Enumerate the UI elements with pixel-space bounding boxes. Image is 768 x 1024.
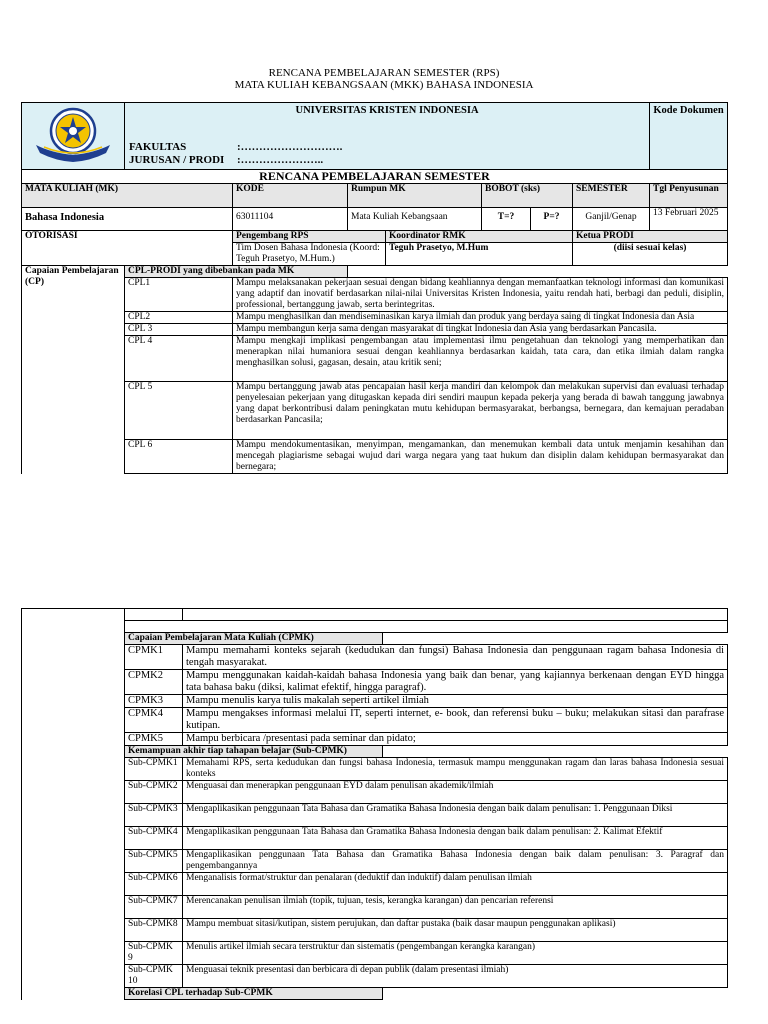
document-subtitle: MATA KULIAH KEBANGSAAN (MKK) BAHASA INDONESIA bbox=[234, 79, 534, 91]
subcpmk-code: Sub-CPMK1 bbox=[125, 758, 183, 781]
cpl-text: Mampu melaksanakan pekerjaan sesuai dengan bidang keahliannya dengan memanfaatkan teknologi informasi dan komunikasi yang adaptif dan inovatif berdasarkan nilai-nilai Universitas Kristen Indonesia, yaitu rendah hati, berbagi dan peduli, disiplin, professional, bertanggung jawab, serta berintegritas. bbox=[233, 278, 728, 312]
cpmk-table bbox=[21, 608, 728, 1000]
subcpmk-text: Menguasai teknik presentasi dan berbicara di depan publik (dalam presentasi ilmiah) bbox=[183, 965, 728, 988]
cpl-code: CPL 4 bbox=[125, 336, 233, 382]
subcpmk-text: Menguasai dan menerapkan penggunaan EYD dalam penulisan akademik/ilmiah bbox=[183, 781, 728, 804]
fakultas-value: :………………………. bbox=[237, 141, 343, 153]
subcpmk-text: Menganalisis format/struktur dan penalaran (deduktif dan induktif) dalam penulisan ilmiah bbox=[183, 873, 728, 896]
university-logo-icon bbox=[32, 103, 114, 165]
cpl-code: CPL 3 bbox=[125, 324, 233, 336]
rps-title: RENCANA PEMBELAJARAN SEMESTER bbox=[22, 170, 728, 184]
ketua-value: (diisi sesuai kelas) bbox=[573, 243, 728, 266]
cpmk-code: CPMK1 bbox=[125, 645, 183, 670]
subcpmk-text: Mengaplikasikan penggunaan Tata Bahasa dan Gramatika Bahasa Indonesia dengan baik dalam penulisan: 2. Kalimat Efektif bbox=[183, 827, 728, 850]
subcpmk-text: Mengaplikasikan penggunaan Tata Bahasa dan Gramatika Bahasa Indonesia dengan baik dalam penulisan: 3. Paragraf dan pengembangannya bbox=[183, 850, 728, 873]
subcpmk-code: Sub-CPMK3 bbox=[125, 804, 183, 827]
cpmk-text: Mampu menulis karya tulis makalah seperti artikel ilmiah bbox=[183, 695, 728, 708]
subcpmk-code: Sub-CPMK5 bbox=[125, 850, 183, 873]
cpl-text: Mampu bertanggung jawab atas pencapaian hasil kerja mandiri dan kelompok dan melakukan supervisi dan evaluasi terhadap penyelesaian pekerjaan yang ditugaskan kepada diri sendiri maupun kepada pekerja yang berada di bawah tanggung jawabnya yang dapat berkontribusi dalam peningkatan mutu kehidupan bermasyarakat, berbangsa, bernegara, dan kemajuan peradaban berdasarkan Pancasila; bbox=[233, 382, 728, 440]
koordinator-label: Koordinator RMK bbox=[386, 231, 573, 243]
ketua-label: Ketua PRODI bbox=[573, 231, 728, 243]
course-date: 13 Februari 2025 bbox=[650, 208, 728, 231]
rps-header-table bbox=[21, 102, 728, 474]
cpl-code: CPL2 bbox=[125, 312, 233, 324]
subcpmk-code: Sub-CPMK4 bbox=[125, 827, 183, 850]
course-code: 63011104 bbox=[233, 208, 348, 231]
course-semester: Ganjil/Genap bbox=[573, 208, 650, 231]
cpl-code: CPL 6 bbox=[125, 440, 233, 474]
cpmk-code: CPMK3 bbox=[125, 695, 183, 708]
subcpmk-text: Memahami RPS, serta kedudukan dan fungsi bahasa Indonesia, termasuk mampu menggunakan ragam dan laras bahasa Indonesia sesuai konteks bbox=[183, 758, 728, 781]
subcpmk-text: Mampu membuat sitasi/kutipan, sistem perujukan, dan daftar pustaka (baik dasar maupun penggunakan aplikasi) bbox=[183, 919, 728, 942]
subcpmk-code: Sub-CPMK 9 bbox=[125, 942, 183, 965]
subcpmk-code: Sub-CPMK7 bbox=[125, 896, 183, 919]
cpmk-code: CPMK4 bbox=[125, 708, 183, 733]
course-rumpun: Mata Kuliah Kebangsaan bbox=[348, 208, 482, 231]
fakultas-label: FAKULTAS bbox=[129, 141, 187, 153]
logo-cell bbox=[22, 103, 125, 170]
cpl-header: CPL-PRODI yang dibebankan pada MK bbox=[125, 266, 348, 278]
koordinator-value: Teguh Prasetyo, M.Hum bbox=[386, 243, 573, 266]
header-bobot: BOBOT (sks) bbox=[482, 184, 573, 208]
cpmk-text: Mampu memahami konteks sejarah (kedudukan dan fungsi) Bahasa Indonesia dan penggunaan ragam bahasa Indonesia di tengah masyarakat. bbox=[183, 645, 728, 670]
capaian-label: Capaian Pembelajaran (CP) bbox=[22, 266, 125, 474]
cpmk-text: Mampu berbicara /presentasi pada seminar dan pidato; bbox=[183, 733, 728, 746]
otorisasi-label: OTORISASI bbox=[22, 231, 233, 266]
cpl-text: Mampu menghasilkan dan mendiseminasikan karya ilmiah dan produk yang berdaya saing di tingkat Indonesia dan Asia bbox=[233, 312, 728, 324]
subcpmk-code: Sub-CPMK6 bbox=[125, 873, 183, 896]
subcpmk-text: Mengaplikasikan penggunaan Tata Bahasa dan Gramatika Bahasa Indonesia dengan baik dalam penulisan: 1. Penggunaan Diksi bbox=[183, 804, 728, 827]
kode-dokumen: Kode Dokumen bbox=[650, 103, 728, 170]
subcpmk-text: Merencanakan penulisan ilmiah (topik, tujuan, tesis, kerangka karangan) dan pencarian referensi bbox=[183, 896, 728, 919]
header-rumpun: Rumpun MK bbox=[348, 184, 482, 208]
institution-cell bbox=[125, 103, 650, 170]
cpmk-code: CPMK5 bbox=[125, 733, 183, 746]
cpl-text: Mampu membangun kerja sama dengan masyarakat di tingkat Indonesia dan Asia yang berdasarkan Pancasila. bbox=[233, 324, 728, 336]
university-name: UNIVERSITAS KRISTEN INDONESIA bbox=[295, 105, 479, 116]
header-tgl: Tgl Penyusunan bbox=[650, 184, 728, 208]
cpl-text: Mampu mengkaji implikasi pengembangan atau implementasi ilmu pengetahuan dan teknologi yang memperhatikan dan menerapkan nilai humaniora sesuai dengan keahliannya berdasarkan kaidah, tata cara, dan etika ilmiah dalam rangka menghasilkan solusi, gagasan, desain, atau kritik seni; bbox=[233, 336, 728, 382]
cpl-code: CPL 5 bbox=[125, 382, 233, 440]
subcpmk-code: Sub-CPMK8 bbox=[125, 919, 183, 942]
korelasi-header: Korelasi CPL terhadap Sub-CPMK bbox=[125, 988, 383, 1000]
jurusan-value: :………………….. bbox=[237, 154, 324, 166]
subcpmk-code: Sub-CPMK 10 bbox=[125, 965, 183, 988]
cpmk-header: Capaian Pembelajaran Mata Kuliah (CPMK) bbox=[125, 633, 383, 645]
header-mk: MATA KULIAH (MK) bbox=[22, 184, 233, 208]
cpl-text: Mampu mendokumentasikan, menyimpan, mengamankan, dan menemukan kembali data untuk menjamin kesahihan dan mencegah plagiarisme sebagai wujud dari warga negara yang taat hukum dan disiplin dalam kehidupan bermasyarakat dan bernegara; bbox=[233, 440, 728, 474]
pengembang-value: Tim Dosen Bahasa Indonesia (Koord: Teguh Prasetyo, M.Hum.) bbox=[233, 243, 386, 266]
cpmk-text: Mampu menggunakan kaidah-kaidah bahasa Indonesia yang baik dan benar, yang kajiannya berkenaan dengan EYD hingga tata bahasa baku (diksi, kalimat efektif, hingga paragraf). bbox=[183, 670, 728, 695]
header-kode: KODE bbox=[233, 184, 348, 208]
subcpmk-header: Kemampuan akhir tiap tahapan belajar (Sub-CPMK) bbox=[125, 746, 383, 758]
header-semester: SEMESTER bbox=[573, 184, 650, 208]
subcpmk-code: Sub-CPMK2 bbox=[125, 781, 183, 804]
cpl-code: CPL1 bbox=[125, 278, 233, 312]
cpmk-text: Mampu mengakses informasi melalui IT, seperti internet, e- book, dan referensi buku – buku; melakukan sitasi dan parafrase kutipan. bbox=[183, 708, 728, 733]
jurusan-label: JURUSAN / PRODI bbox=[129, 154, 225, 166]
bobot-t: T=? bbox=[482, 208, 531, 231]
subcpmk-text: Menulis artikel ilmiah secara terstruktur dan sistematis (pengembangan kerangka karangan) bbox=[183, 942, 728, 965]
bobot-p: P=? bbox=[531, 208, 573, 231]
course-name: Bahasa Indonesia bbox=[22, 208, 233, 231]
document-title: RENCANA PEMBELAJARAN SEMESTER (RPS) bbox=[268, 67, 500, 79]
cpmk-code: CPMK2 bbox=[125, 670, 183, 695]
pengembang-label: Pengembang RPS bbox=[233, 231, 386, 243]
